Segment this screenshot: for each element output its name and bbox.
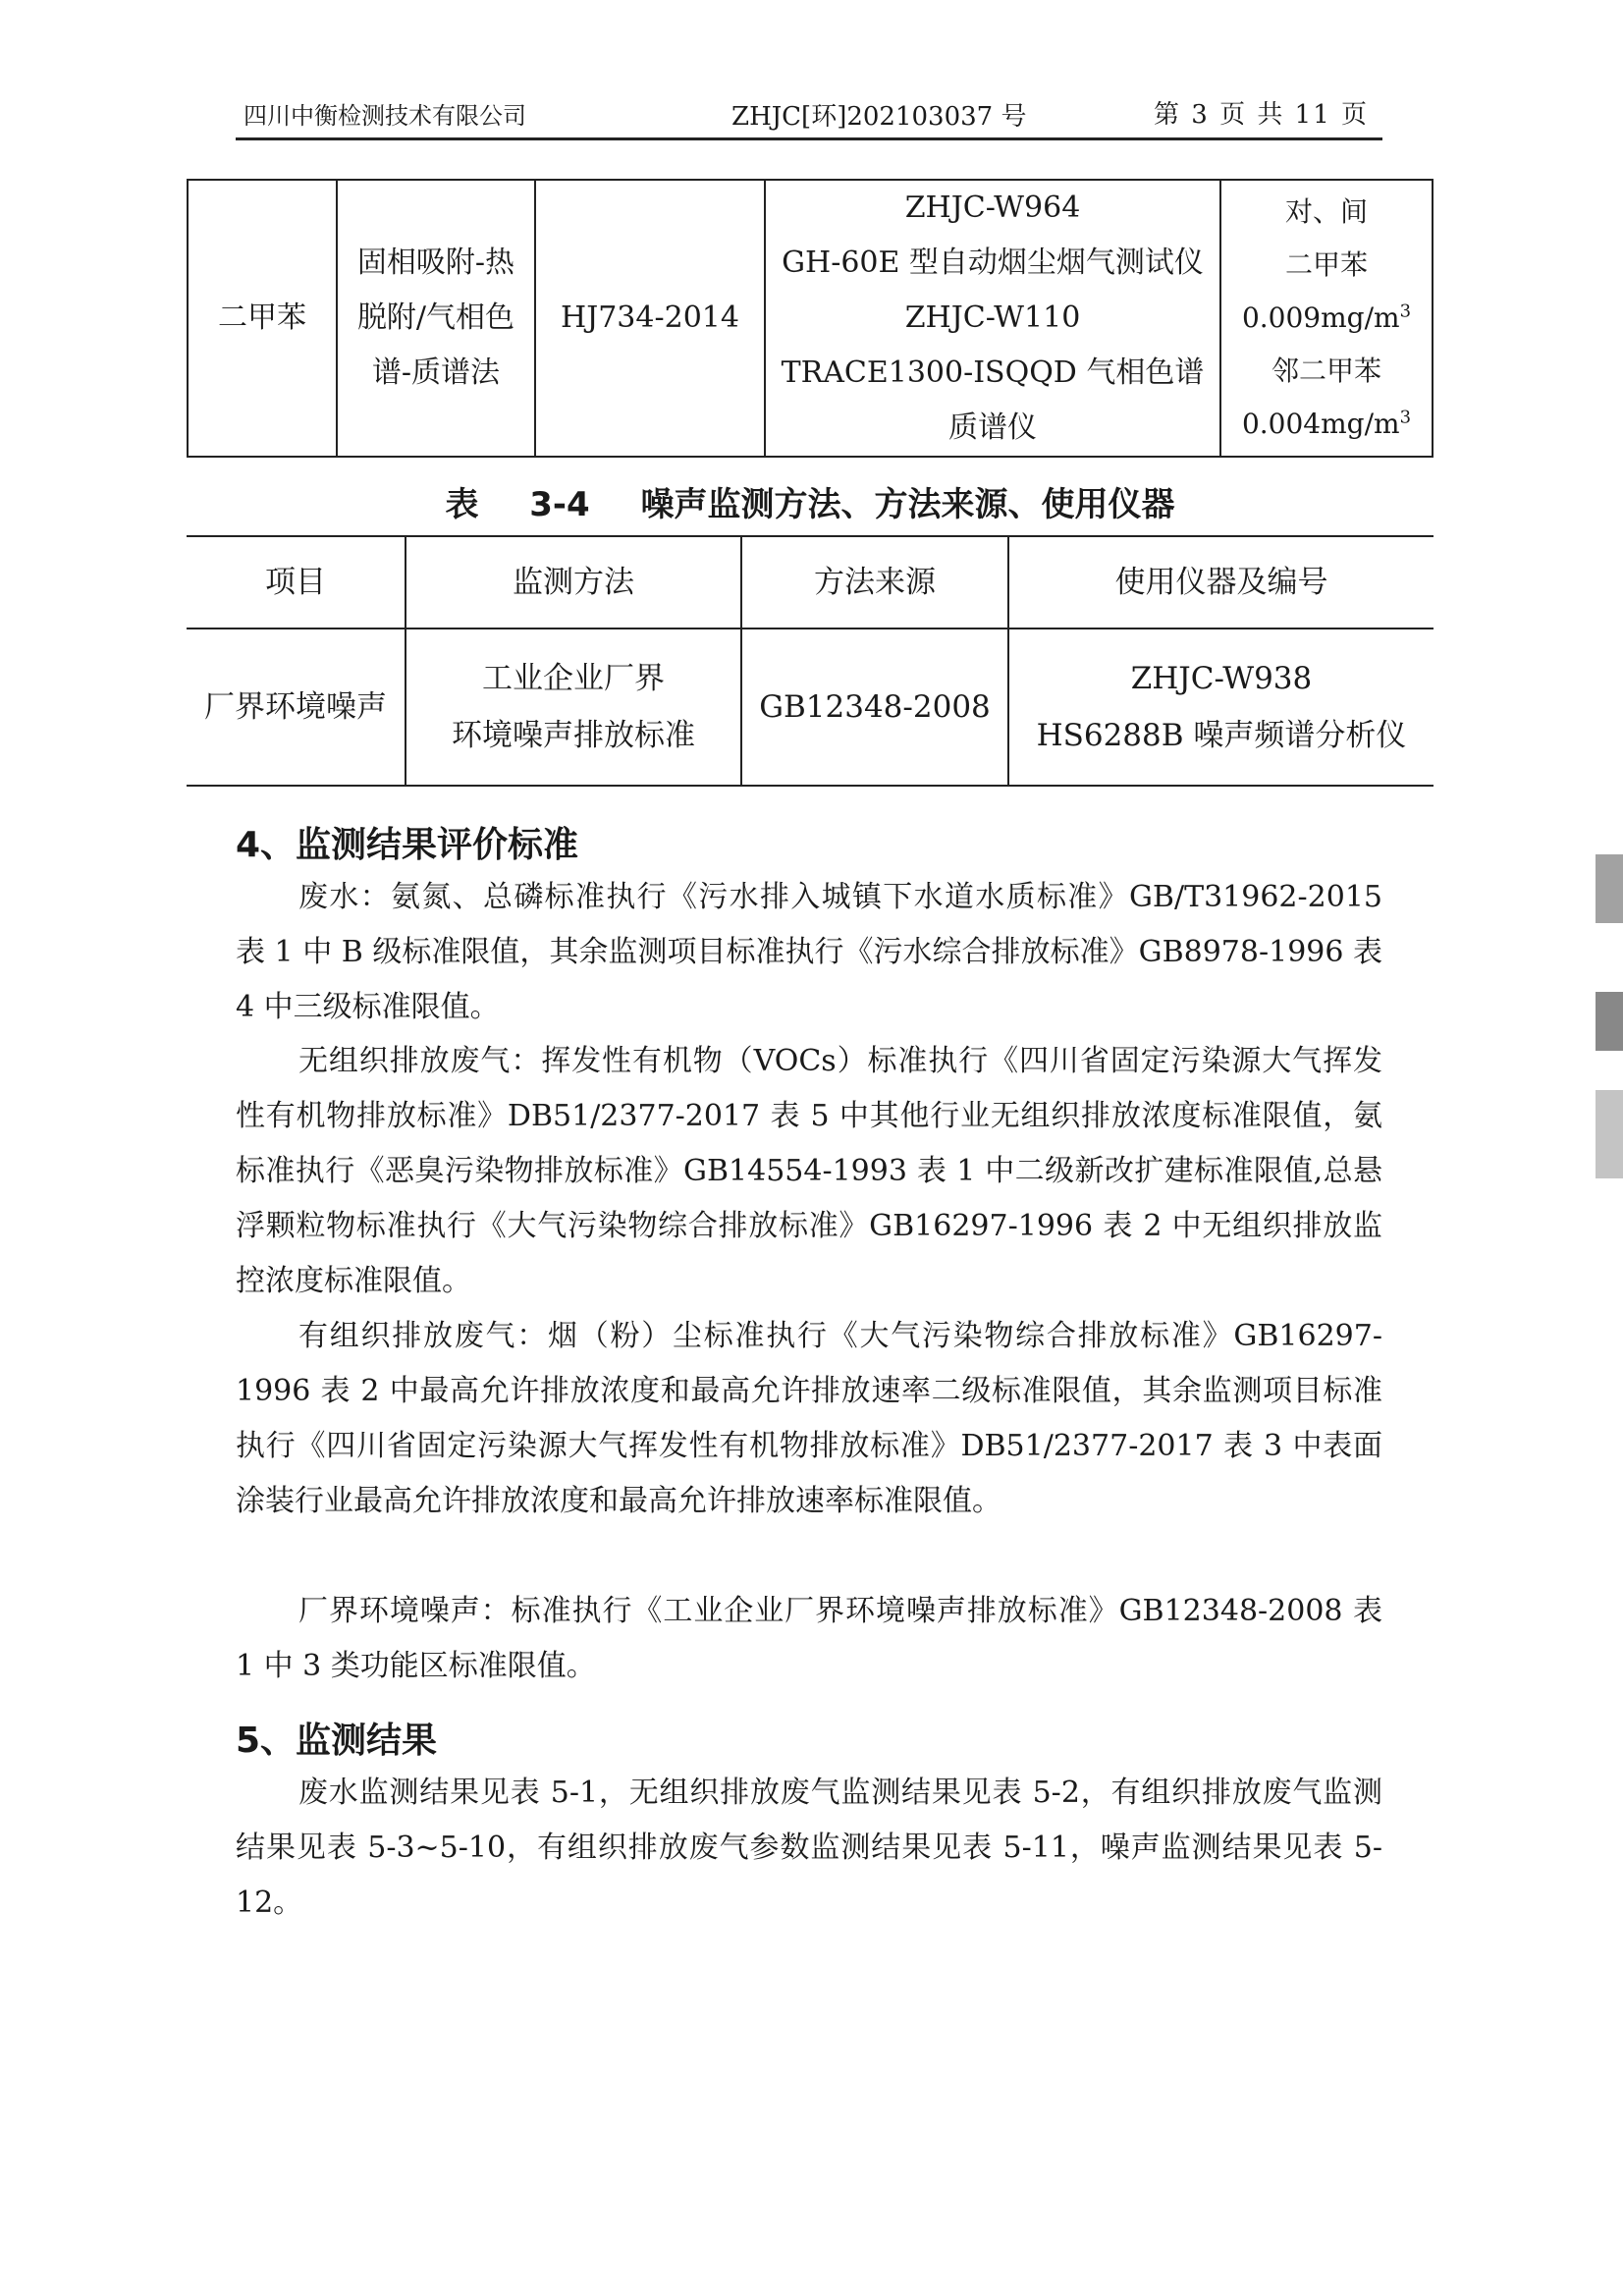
cell-instrument xyxy=(1008,629,1434,786)
cell-item: 二甲苯 xyxy=(188,180,337,457)
header-cell-method: 监测方法 xyxy=(406,536,741,629)
section-4-paragraph-3: 有组织排放废气：烟（粉）尘标准执行《大气污染物综合排放标准》GB16297-1996 表 2 中最高允许排放浓度和最高允许排放速率二级标准限值，其余监测项目标准执行《四川省固定污染源大气挥发性有机物排放标准》DB51/2377-2017 表 3 中表面涂装行业最高允许排放浓度和最高允许排放速率标准限值。 xyxy=(236,1319,1382,1518)
limit-line: 对、间 xyxy=(1284,195,1368,228)
header-cell-source: 方法来源 xyxy=(741,536,1008,629)
cell-method xyxy=(337,180,535,457)
section-4-paragraph-2: 无组织排放废气：挥发性有机物（VOCs）标准执行《四川省固定污染源大气挥发性有机物排放标准》DB51/2377-2017 表 5 中其他行业无组织排放浓度标准限值，氨标准执行《恶臭污染物排放标准》GB14554-1993 表 1 中二级新改扩建标准限值,总悬浮颗粒物标准执行《大气污染物综合排放标准》GB16297-1996 表 2 中无组织排放监控浓度标准限值。 xyxy=(236,1044,1382,1298)
section-4-paragraph-4: 厂界环境噪声：标准执行《工业企业厂界环境噪声排放标准》GB12348-2008 表 1 中 3 类功能区标准限值。 xyxy=(236,1594,1382,1683)
cell-instrument xyxy=(765,180,1220,457)
section-4-title: 4、监测结果评价标准 xyxy=(236,825,579,865)
cell-item: 厂界环境噪声 xyxy=(187,629,406,786)
section-4-paragraph-1: 废水：氨氮、总磷标准执行《污水排入城镇下水道水质标准》GB/T31962-2015 表 1 中 B 级标准限值，其余监测项目标准执行《污水综合排放标准》GB8978-1996 表 4 中三级标准限值。 xyxy=(236,880,1382,1024)
method-line: 工业企业厂界 xyxy=(482,661,665,696)
method-line: 环境噪声排放标准 xyxy=(452,718,695,753)
document-number: ZHJC[环]202103037 号 xyxy=(731,102,1027,132)
page-number: 第 3 页 共 11 页 xyxy=(1154,100,1369,130)
limit-line: $0.009mg/m^3$ xyxy=(1241,301,1412,334)
cell-source: HJ734-2014 xyxy=(535,180,765,457)
seal-fragment-mark xyxy=(1596,854,1623,923)
header-cell-item: 项目 xyxy=(187,536,406,629)
instrument-line: TRACE1300-ISQQD 气相色谱 xyxy=(781,355,1205,390)
cell-detection-limit xyxy=(1220,180,1433,457)
limit-line: 邻二甲苯 xyxy=(1271,355,1381,387)
instrument-line: ZHJC-W110 xyxy=(904,301,1081,335)
instrument-line: HS6288B 噪声频谱分析仪 xyxy=(1036,718,1407,753)
instrument-line: ZHJC-W964 xyxy=(904,191,1081,225)
instrument-line: GH-60E 型自动烟尘烟气测试仪 xyxy=(782,246,1204,280)
instrument-line: 质谱仪 xyxy=(948,410,1037,445)
instrument-line: ZHJC-W938 xyxy=(1130,661,1313,696)
method-line: 固相吸附-热 xyxy=(356,246,515,280)
cell-source: GB12348-2008 xyxy=(741,629,1008,786)
section-5-paragraph-1: 废水监测结果见表 5-1，无组织排放废气监测结果见表 5-2，有组织排放废气监测结果见表 5-3~5-10，有组织排放废气参数监测结果见表 5-11，噪声监测结果见表 5-12。 xyxy=(236,1776,1382,1920)
limit-line: $0.004mg/m^3$ xyxy=(1241,407,1412,440)
seal-fragment-mark xyxy=(1596,992,1623,1051)
header-cell-instrument: 使用仪器及编号 xyxy=(1008,536,1434,629)
method-line: 谱-质谱法 xyxy=(371,355,501,390)
section-5-title: 5、监测结果 xyxy=(236,1721,438,1761)
company-name: 四川中衡检测技术有限公司 xyxy=(243,102,526,130)
seal-fragment-mark xyxy=(1596,1090,1623,1178)
table-3-4 xyxy=(187,535,1434,787)
method-line: 脱附/气相色 xyxy=(356,301,515,335)
limit-line: 二甲苯 xyxy=(1284,248,1368,281)
table-caption: 表 3-4 噪声监测方法、方法来源、使用仪器 xyxy=(445,485,1175,524)
cell-method xyxy=(406,629,741,786)
page-header xyxy=(236,90,1382,140)
table-3-3-continuation xyxy=(187,179,1434,458)
